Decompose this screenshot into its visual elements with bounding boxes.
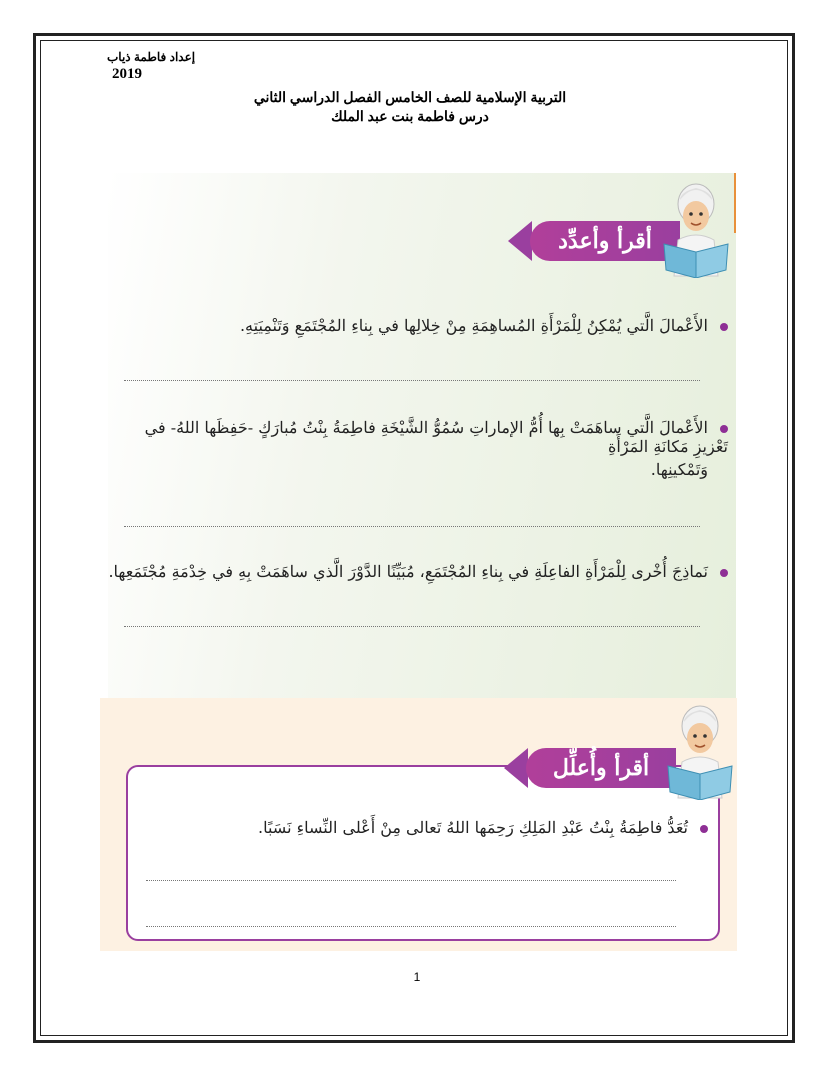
answer-line[interactable] xyxy=(146,880,676,881)
bullet-icon xyxy=(700,825,708,833)
author-label: إعداد فاطمة ذياب xyxy=(107,50,196,64)
bullet-icon xyxy=(720,569,728,577)
bullet-icon xyxy=(720,425,728,433)
list-item: تُعَدُّ فاطِمَةُ بِنْتُ عَبْدِ المَلِكِ رَحِمَها اللهُ تَعالى مِنْ أَعْلى النِّساءِ نَسَبًا. xyxy=(128,818,708,837)
year-label: 2019 xyxy=(112,66,142,82)
list-item: الأَعْمالَ الَّتي يُمْكِنُ لِلْمَرْأَةِ المُساهِمَةِ مِنْ خِلالِها في بِناءِ المُجْتَمَعِ وَتَنْمِيَتِهِ. xyxy=(108,316,728,335)
boy-reading-icon xyxy=(664,700,736,800)
bullet-icon xyxy=(720,323,728,331)
page-number: 1 xyxy=(413,970,421,984)
answer-line[interactable] xyxy=(146,926,676,927)
panel-edge-accent xyxy=(734,173,736,233)
list-item: الأَعْمالَ الَّتي ساهَمَتْ بِها أُمُّ الإماراتِ سُمُوُّ الشَّيْخَةِ فاطِمَةُ بِنْتُ مُبارَكٍ -حَفِظَها اللهُ- في تَعْزيزِ مَكانَةِ المَرْأَةِ xyxy=(144,418,728,456)
answer-line[interactable] xyxy=(124,380,700,381)
boy-reading-icon xyxy=(660,178,732,278)
section-heading-list: أقرأ وأعدِّد xyxy=(530,221,680,261)
pill-notch xyxy=(508,221,532,261)
list-item-continuation: وَتَمْكينِها. xyxy=(650,460,708,479)
lesson-title: درس فاطمة بنت عبد الملك xyxy=(331,108,489,124)
page-title: التربية الإسلامية للصف الخامس الفصل الدراسي الثاني xyxy=(253,89,567,105)
answer-line[interactable] xyxy=(124,526,700,527)
pill-notch xyxy=(504,748,528,788)
list-item: نَماذِجَ أُخْرى لِلْمَرْأَةِ الفاعِلَةِ في بِناءِ المُجْتَمَعِ، مُبَيِّنًا الدَّوْرَ الَّذي ساهَمَتْ بِهِ في خِدْمَةِ مُجْتَمَعِها. xyxy=(108,562,728,581)
section-heading-explain: أقرأ وأُعلِّل xyxy=(526,748,676,788)
answer-line[interactable] xyxy=(124,626,700,627)
answer-box xyxy=(126,765,720,941)
